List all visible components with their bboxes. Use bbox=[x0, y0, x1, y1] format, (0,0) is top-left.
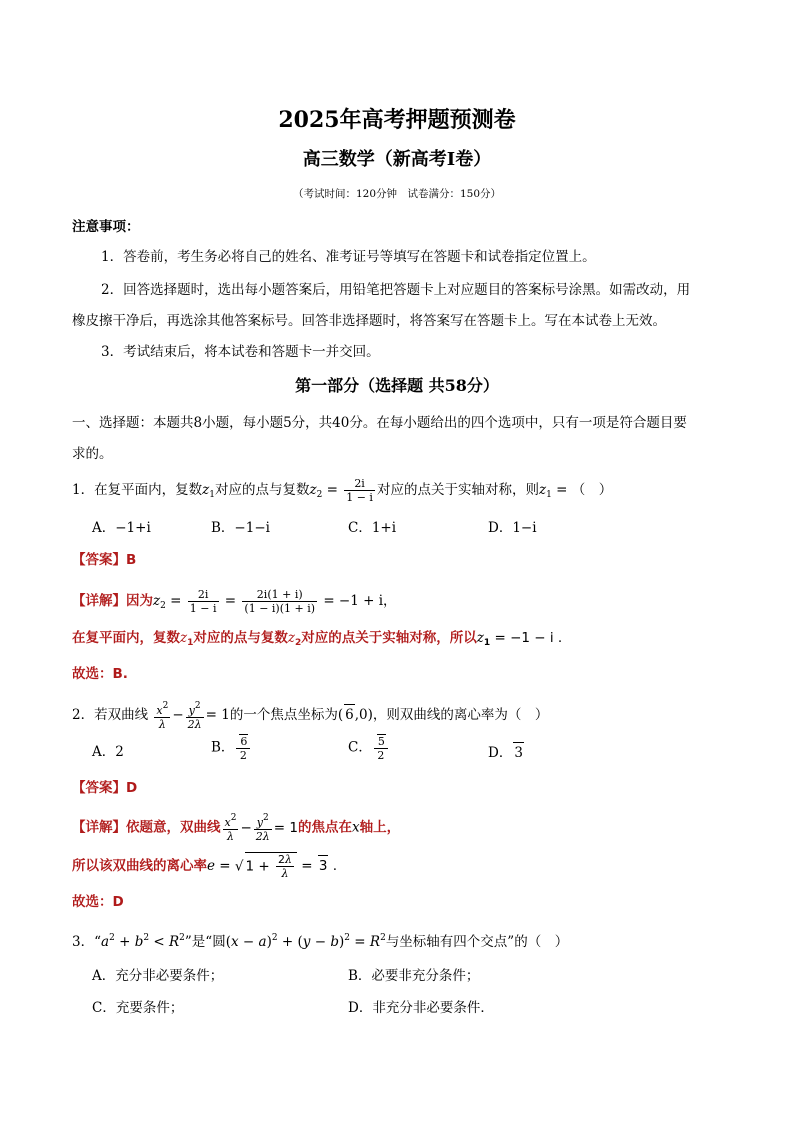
question-1-lead: 1．在复平面内，复数 bbox=[72, 482, 203, 498]
option-a: A．充分非必要条件； bbox=[92, 968, 224, 984]
option-b: B．−1−i bbox=[211, 520, 270, 536]
explanation-line: 所以该双曲线的离心率e = √ 1 + $\frac{2\lambda}{\lambda}$ = 3 . bbox=[72, 853, 338, 880]
part-heading: 第一部分（选择题 共58分） bbox=[295, 376, 499, 395]
answer-label: 【答案】D bbox=[72, 780, 138, 796]
option-d: D．1−i bbox=[488, 520, 537, 536]
question-1-tail: 对应的点关于实轴对称，则 bbox=[376, 482, 539, 498]
explanation: 【详解】因为$z_2$ = $\frac{2i}{1 - i}$ = $\frac{2i(1 + i)}{(1 - i)(1 + i)}$ = −1 + i， bbox=[72, 588, 397, 615]
note-item: 3．考试结束后，将本试卷和答题卡一并交回。 bbox=[101, 344, 380, 360]
explanation-label: 【详解】因为 bbox=[72, 593, 153, 609]
exam-title: 2025年高考押题预测卷 bbox=[278, 107, 516, 133]
final-choice: 故选：D bbox=[72, 894, 124, 910]
option-a: A．2 bbox=[92, 744, 124, 760]
exam-time-info: （考试时间：120分钟 试卷满分：150分） bbox=[292, 188, 502, 200]
note-item: 1．答卷前，考生务必将自己的姓名、准考证号等填写在答题卡和试卷指定位置上。 bbox=[101, 249, 596, 265]
explanation: 【详解】依题意，双曲线 $\frac{x^2}{\lambda}$ − $\frac{y^2}{2\lambda}$ = 1的焦点在x轴上， bbox=[72, 813, 401, 843]
notes-heading: 注意事项： bbox=[72, 219, 140, 235]
option-c: C．1+i bbox=[348, 520, 397, 536]
option-c: C．充要条件； bbox=[92, 1000, 184, 1016]
answer-label: 【答案】B bbox=[72, 552, 137, 568]
option-b: B．必要非充分条件； bbox=[348, 968, 480, 984]
section-intro-continued: 求的。 bbox=[72, 446, 113, 462]
question-1-mid: 对应的点与复数 bbox=[214, 482, 310, 498]
option-c: C． $\frac{5}{2}$ bbox=[348, 734, 390, 762]
option-a: A．−1+i bbox=[92, 520, 151, 536]
section-intro: 一、选择题：本题共8小题，每小题5分，共40分。在每小题给出的四个选项中，只有一项是符合题目要 bbox=[72, 415, 687, 431]
option-d: D．非充分非必要条件． bbox=[348, 1000, 494, 1016]
final-choice: 故选：B. bbox=[72, 666, 128, 682]
explanation-line: 在复平面内，复数$z_1$对应的点与复数$z_2$对应的点关于实轴对称，所以$z_1 = -1 - i$ . bbox=[72, 630, 563, 648]
option-d: D． 3 bbox=[488, 742, 524, 763]
option-b: B． $\frac{6}{2}$ bbox=[211, 734, 252, 762]
exam-subtitle: 高三数学（新高考Ⅰ卷） bbox=[302, 149, 492, 170]
question-3: 3．“$a^2 + b^2 < R^2$”是“圆$(x - a)^2 + (y - b)^2 = R^2$与坐标轴有四个交点”的（ ） bbox=[72, 933, 569, 950]
question-2: 2．若双曲线 $\frac{x^2}{\lambda}$ − $\frac{y^2}{2\lambda}$ = 1的一个焦点坐标为( 6,0)，则双曲线的离心率为（ ） bbox=[72, 701, 549, 731]
question-1: 1．在复平面内，复数$z_1$对应的点与复数$z_2$ = $\frac{2i}{1 - i}$ 对应的点关于实轴对称，则$z_1$ = （ ） bbox=[72, 477, 613, 504]
note-item-continued: 橡皮擦干净后，再选涂其他答案标号。回答非选择题时，将答案写在答题卡上。写在本试卷上无效。 bbox=[72, 313, 666, 329]
fraction: $\frac{2i}{1 - i}$ bbox=[346, 477, 373, 504]
note-item: 2．回答选择题时，选出每小题答案后，用铅笔把答题卡上对应题目的答案标号涂黑。如需改动，用 bbox=[101, 282, 691, 298]
